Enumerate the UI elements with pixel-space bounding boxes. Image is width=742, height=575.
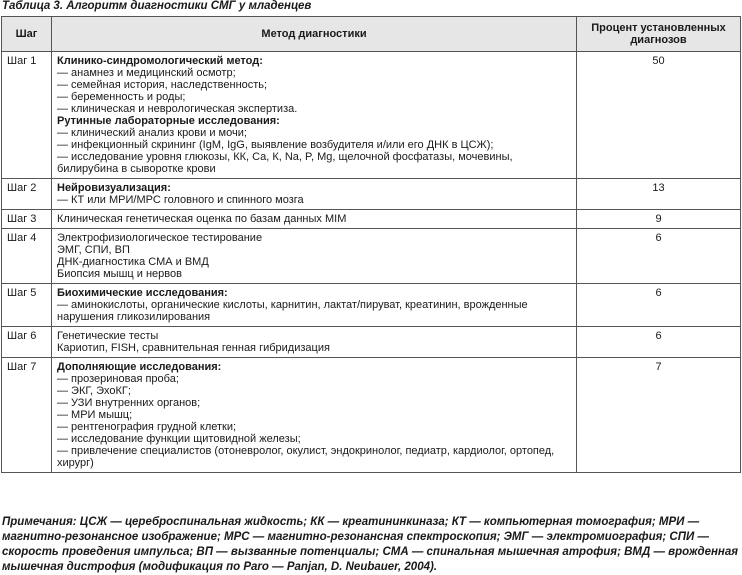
percent-cell: 13 — [577, 179, 741, 210]
step-cell: Шаг 5 — [2, 284, 52, 327]
method-line: — МРИ мышц; — [57, 409, 133, 421]
method-line: — ЭКГ, ЭхоКГ; — [57, 385, 131, 397]
method-line: — исследование функции щитовидной железы; — [57, 433, 301, 445]
step-cell: Шаг 3 — [2, 210, 52, 229]
table-row — [2, 229, 741, 284]
percent-cell: 9 — [577, 210, 741, 229]
method-cell — [52, 229, 577, 284]
table-row — [2, 327, 741, 358]
method-heading: Дополняющие исследования: — [57, 361, 222, 373]
header-percent-line1: Процент установленных — [591, 22, 726, 34]
method-heading: Клинико-синдромологический метод: — [57, 55, 263, 67]
header-step: Шаг — [2, 17, 52, 52]
method-line: — аминокислоты, органические кислоты, карнитин, лактат/пируват, креатинин, врожденные нарушения гликозилирования — [57, 299, 528, 323]
method-cell — [52, 327, 577, 358]
method-line: — рентгенография грудной клетки; — [57, 421, 237, 433]
table-caption: Таблица 3. Алгоритм диагностики СМГ у младенцев — [2, 0, 312, 12]
table-row — [2, 179, 741, 210]
table-row — [2, 284, 741, 327]
method-line: — беременность и роды; — [57, 91, 186, 103]
percent-cell: 7 — [577, 358, 741, 473]
method-line: — клинический анализ крови и мочи; — [57, 127, 247, 139]
method-line: Генетические тесты — [57, 330, 159, 342]
percent-cell: 50 — [577, 52, 741, 179]
method-cell — [52, 52, 577, 179]
table-row — [2, 358, 741, 473]
method-line: ДНК-диагностика СМА и ВМД — [57, 256, 209, 268]
method-line: Кариотип, FISH, сравнительная генная гибридизация — [57, 342, 330, 354]
table-header-row — [2, 17, 741, 52]
method-line: — УЗИ внутренних органов; — [57, 397, 201, 409]
method-line: — клиническая и неврологическая экспертиза. — [57, 103, 298, 115]
method-line: — прозериновая проба; — [57, 373, 179, 385]
step-cell: Шаг 1 — [2, 52, 52, 179]
method-line: — инфекционный скрининг (IgM, IgG, выявление возбудителя и/или его ДНК в ЦСЖ); — [57, 139, 494, 151]
header-method: Метод диагностики — [52, 17, 577, 52]
method-cell — [52, 284, 577, 327]
table-row — [2, 52, 741, 179]
method-line: Электрофизиологическое тестирование — [57, 232, 263, 244]
method-heading: Рутинные лабораторные исследования: — [57, 115, 280, 127]
method-cell — [52, 358, 577, 473]
method-heading: Нейровизуализация: — [57, 182, 171, 194]
percent-cell: 6 — [577, 327, 741, 358]
step-cell: Шаг 2 — [2, 179, 52, 210]
method-line: — анамнез и медицинский осмотр; — [57, 67, 236, 79]
method-line: — исследование уровня глюкозы, КК, Ca, К, Na, P, Mg, щелочной фосфатазы, мочевины, билирубина в сыворотке крови — [57, 151, 513, 175]
method-cell — [52, 210, 577, 229]
step-cell: Шаг 7 — [2, 358, 52, 473]
method-heading: Биохимические исследования: — [57, 287, 228, 299]
method-cell — [52, 179, 577, 210]
table-notes: Примечания: ЦСЖ — цереброспинальная жидкость; КК — креатининкиназа; КТ — компьютерная томография; МРИ — магнитно-резонансное изображение; МРС — магнитно-резонансная спектроскопия; ЭМГ — электромиография; СПИ — скорость проведения импульса; ВП — вызванные потенциалы; СМА — спинальная мышечная атрофия; ВМД — врожденная мышечная дистрофия (модификация по Paro — Panjan, D. Neubauer, 2004). — [2, 516, 739, 573]
step-cell: Шаг 6 — [2, 327, 52, 358]
table-row — [2, 210, 741, 229]
method-line: — привлечение специалистов (отоневролог, окулист, эндокринолог, педиатр, кардиолог, ортопед, хирург) — [57, 445, 555, 469]
method-line: Биопсия мышц и нервов — [57, 268, 182, 280]
diagnostic-algorithm-table — [1, 16, 741, 473]
method-line: Клиническая генетическая оценка по базам данных MIM — [57, 213, 347, 225]
method-line: ЭМГ, СПИ, ВП — [57, 244, 130, 256]
header-percent — [577, 17, 741, 52]
percent-cell: 6 — [577, 284, 741, 327]
step-cell: Шаг 4 — [2, 229, 52, 284]
method-line: — КТ или МРИ/МРС головного и спинного мозга — [57, 194, 304, 206]
percent-cell: 6 — [577, 229, 741, 284]
method-line: — семейная история, наследственность; — [57, 79, 268, 91]
header-percent-line2: диагнозов — [630, 34, 687, 46]
